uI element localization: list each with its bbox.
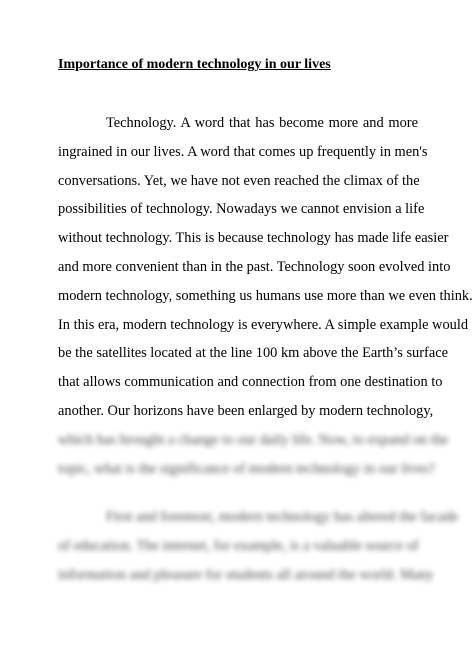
blurred-line: First and foremost, modern technology has altered the facade — [106, 509, 459, 525]
paragraph-line: modern technology, something us humans use more than we even think. — [58, 287, 473, 304]
paragraph-line: ingrained in our lives. A word that comes up frequently in men's — [58, 143, 428, 160]
blurred-line: topic, what is the significance of modern technology in our lives? — [58, 460, 435, 477]
paragraph-line: and more convenient than in the past. Technology soon evolved into — [58, 258, 451, 275]
blurred-line: which has brought a change to our daily life. Now, to expand on the — [58, 432, 449, 448]
paragraph-line: In this era, modern technology is everywhere. A simple example would — [58, 316, 469, 333]
paragraph-line: that allows communication and connection from one destination to — [58, 374, 443, 391]
paragraph-1 — [58, 109, 473, 426]
blurred-line: information and pleasure for students all around the world. Many — [58, 566, 434, 583]
paragraph-line: without technology. This is because technology has made life easier — [58, 230, 449, 247]
paragraph-line: another. Our horizons have been enlarged by modern technology, — [58, 402, 434, 419]
paragraph-line: Technology. A word that has become more and more — [106, 115, 418, 131]
paragraph-line: possibilities of technology. Nowadays we cannot envision a life — [58, 201, 425, 218]
blurred-line: of education. The internet, for example, is a valuable source of — [58, 537, 419, 554]
paragraph-2-blurred — [58, 503, 459, 589]
document-title: Importance of modern technology in our lives — [58, 57, 331, 72]
paragraph-line: conversations. Yet, we have not even reached the climax of the — [58, 172, 420, 189]
paragraph-line: be the satellites located at the line 100 km above the Earth’s surface — [58, 345, 449, 362]
blurred-paragraph-continuation — [58, 426, 449, 484]
